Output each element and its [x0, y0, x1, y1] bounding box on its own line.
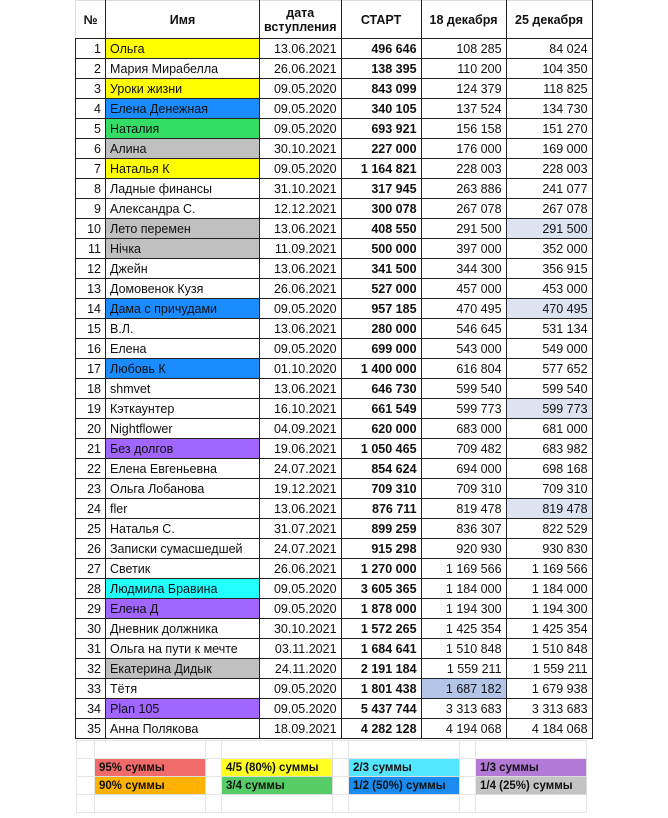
- participants-table: [75, 0, 593, 739]
- cell-number[interactable]: 28: [76, 579, 106, 599]
- cell-name[interactable]: Без долгов: [106, 439, 260, 459]
- cell-join-date[interactable]: 09.05.2020: [260, 679, 342, 699]
- cell-dec18-amount[interactable]: 1 559 211: [421, 659, 506, 679]
- cell-number[interactable]: 33: [76, 679, 106, 699]
- cell-start-amount[interactable]: 915 298: [341, 539, 421, 559]
- cell-name[interactable]: Александра С.: [106, 199, 260, 219]
- table-row: [76, 179, 593, 199]
- cell-dec25-amount[interactable]: 118 825: [506, 79, 592, 99]
- cell-number[interactable]: 3: [76, 79, 106, 99]
- table-row: [76, 519, 593, 539]
- table-row: [76, 539, 593, 559]
- table-row: [76, 159, 593, 179]
- cell-number[interactable]: 13: [76, 279, 106, 299]
- cell-join-date[interactable]: 09.05.2020: [260, 99, 342, 119]
- cell-dec25-amount[interactable]: 228 003: [506, 159, 592, 179]
- cell-join-date[interactable]: 13.06.2021: [260, 219, 342, 239]
- cell-number[interactable]: 5: [76, 119, 106, 139]
- cell-join-date[interactable]: 19.12.2021: [260, 479, 342, 499]
- cell-start-amount[interactable]: 527 000: [341, 279, 421, 299]
- legend-item-two-thirds[interactable]: 2/3 суммы: [349, 759, 460, 777]
- cell-join-date[interactable]: 19.06.2021: [260, 439, 342, 459]
- cell-start-amount[interactable]: 1 572 265: [341, 619, 421, 639]
- cell-name[interactable]: shmvet: [106, 379, 260, 399]
- cell-dec25-amount[interactable]: 683 982: [506, 439, 592, 459]
- grid-cell[interactable]: [476, 741, 587, 759]
- cell-join-date[interactable]: 31.10.2021: [260, 179, 342, 199]
- cell-dec18-amount[interactable]: 4 194 068: [421, 719, 506, 739]
- legend-item-half[interactable]: 1/2 (50%) суммы: [349, 777, 460, 795]
- table-row: [76, 439, 593, 459]
- cell-dec18-amount[interactable]: 683 000: [421, 419, 506, 439]
- cell-number[interactable]: 29: [76, 599, 106, 619]
- cell-dec25-amount[interactable]: 822 529: [506, 519, 592, 539]
- cell-dec25-amount[interactable]: 134 730: [506, 99, 592, 119]
- cell-name[interactable]: Кэткаунтер: [106, 399, 260, 419]
- cell-start-amount[interactable]: 500 000: [341, 239, 421, 259]
- cell-dec18-amount[interactable]: 546 645: [421, 319, 506, 339]
- cell-number[interactable]: 34: [76, 699, 106, 719]
- header-dec25[interactable]: 25 декабря: [506, 1, 592, 39]
- cell-dec25-amount[interactable]: 1 169 566: [506, 559, 592, 579]
- cell-join-date[interactable]: 09.05.2020: [260, 699, 342, 719]
- cell-number[interactable]: 11: [76, 239, 106, 259]
- cell-start-amount[interactable]: 661 549: [341, 399, 421, 419]
- cell-name[interactable]: Ольга: [106, 39, 260, 59]
- cell-number[interactable]: 15: [76, 319, 106, 339]
- cell-start-amount[interactable]: 843 099: [341, 79, 421, 99]
- table-row: [76, 119, 593, 139]
- cell-join-date[interactable]: 09.05.2020: [260, 79, 342, 99]
- cell-number[interactable]: 8: [76, 179, 106, 199]
- header-start[interactable]: СТАРТ: [341, 1, 421, 39]
- grid-cell[interactable]: [476, 795, 587, 813]
- cell-name[interactable]: Елена: [106, 339, 260, 359]
- cell-dec25-amount[interactable]: 3 313 683: [506, 699, 592, 719]
- cell-dec25-amount[interactable]: 169 000: [506, 139, 592, 159]
- cell-dec18-amount[interactable]: 267 078: [421, 199, 506, 219]
- cell-start-amount[interactable]: 227 000: [341, 139, 421, 159]
- cell-number[interactable]: 22: [76, 459, 106, 479]
- color-legend: [76, 740, 587, 813]
- cell-join-date[interactable]: 09.05.2020: [260, 159, 342, 179]
- table-row: [76, 99, 593, 119]
- cell-dec25-amount[interactable]: 531 134: [506, 319, 592, 339]
- grid-cell[interactable]: [77, 795, 95, 813]
- header-num[interactable]: №: [76, 1, 106, 39]
- cell-name[interactable]: В.Л.: [106, 319, 260, 339]
- grid-cell[interactable]: [333, 777, 349, 795]
- grid-cell[interactable]: [206, 741, 222, 759]
- table-row: [76, 279, 593, 299]
- cell-number[interactable]: 23: [76, 479, 106, 499]
- grid-cell[interactable]: [349, 741, 460, 759]
- cell-join-date[interactable]: 09.05.2020: [260, 299, 342, 319]
- cell-dec25-amount[interactable]: 104 350: [506, 59, 592, 79]
- cell-start-amount[interactable]: 1 684 641: [341, 639, 421, 659]
- grid-cell[interactable]: [460, 741, 476, 759]
- spreadsheet: [75, 0, 593, 739]
- cell-dec18-amount[interactable]: 543 000: [421, 339, 506, 359]
- grid-cell[interactable]: [333, 759, 349, 777]
- cell-join-date[interactable]: 09.05.2020: [260, 119, 342, 139]
- cell-dec18-amount[interactable]: 137 524: [421, 99, 506, 119]
- cell-dec25-amount[interactable]: 241 077: [506, 179, 592, 199]
- cell-number[interactable]: 32: [76, 659, 106, 679]
- table-row: [76, 619, 593, 639]
- cell-dec18-amount[interactable]: 1 169 566: [421, 559, 506, 579]
- cell-start-amount[interactable]: 340 105: [341, 99, 421, 119]
- cell-join-date[interactable]: 03.11.2021: [260, 639, 342, 659]
- cell-number[interactable]: 16: [76, 339, 106, 359]
- cell-dec18-amount[interactable]: 228 003: [421, 159, 506, 179]
- cell-name[interactable]: Записки сумасшедшей: [106, 539, 260, 559]
- table-row: [76, 199, 593, 219]
- table-body: [76, 39, 593, 739]
- cell-start-amount[interactable]: 280 000: [341, 319, 421, 339]
- cell-name[interactable]: Ольга Лобанова: [106, 479, 260, 499]
- cell-name[interactable]: Тётя: [106, 679, 260, 699]
- cell-start-amount[interactable]: 709 310: [341, 479, 421, 499]
- cell-number[interactable]: 1: [76, 39, 106, 59]
- cell-name[interactable]: Людмила Бравина: [106, 579, 260, 599]
- legend-spacer-row: [77, 741, 587, 759]
- cell-dec18-amount[interactable]: 263 886: [421, 179, 506, 199]
- cell-join-date[interactable]: 30.10.2021: [260, 139, 342, 159]
- cell-name[interactable]: Домовенок Кузя: [106, 279, 260, 299]
- table-row: [76, 59, 593, 79]
- cell-dec25-amount[interactable]: 356 915: [506, 259, 592, 279]
- cell-dec25-amount[interactable]: 84 024: [506, 39, 592, 59]
- table-row: [76, 559, 593, 579]
- table-row: [76, 399, 593, 419]
- cell-name[interactable]: Ольга на пути к мечте: [106, 639, 260, 659]
- legend-row-2: [77, 777, 587, 795]
- cell-start-amount[interactable]: 138 395: [341, 59, 421, 79]
- cell-dec25-amount[interactable]: 1 559 211: [506, 659, 592, 679]
- grid-cell[interactable]: [77, 741, 95, 759]
- cell-name[interactable]: Елена Денежная: [106, 99, 260, 119]
- cell-dec18-amount[interactable]: 599 773: [421, 399, 506, 419]
- grid-cell[interactable]: [95, 795, 206, 813]
- cell-name[interactable]: Джейн: [106, 259, 260, 279]
- grid-cell[interactable]: [222, 795, 333, 813]
- cell-start-amount[interactable]: 2 191 184: [341, 659, 421, 679]
- cell-number[interactable]: 14: [76, 299, 106, 319]
- cell-start-amount[interactable]: 3 605 365: [341, 579, 421, 599]
- table-row: [76, 459, 593, 479]
- cell-dec25-amount[interactable]: 1 184 000: [506, 579, 592, 599]
- cell-start-amount[interactable]: 300 078: [341, 199, 421, 219]
- cell-number[interactable]: 17: [76, 359, 106, 379]
- cell-join-date[interactable]: 30.10.2021: [260, 619, 342, 639]
- cell-number[interactable]: 19: [76, 399, 106, 419]
- cell-name[interactable]: Plan 105: [106, 699, 260, 719]
- cell-join-date[interactable]: 13.06.2021: [260, 259, 342, 279]
- cell-dec18-amount[interactable]: 1 194 300: [421, 599, 506, 619]
- cell-join-date[interactable]: 24.11.2020: [260, 659, 342, 679]
- grid-cell[interactable]: [77, 759, 95, 777]
- cell-name[interactable]: Ладные финансы: [106, 179, 260, 199]
- cell-join-date[interactable]: 24.07.2021: [260, 539, 342, 559]
- cell-dec25-amount[interactable]: 352 000: [506, 239, 592, 259]
- table-row: [76, 39, 593, 59]
- header-row: [76, 1, 593, 39]
- cell-number[interactable]: 24: [76, 499, 106, 519]
- grid-cell[interactable]: [333, 741, 349, 759]
- cell-start-amount[interactable]: 646 730: [341, 379, 421, 399]
- cell-dec25-amount[interactable]: 709 310: [506, 479, 592, 499]
- legend-item-one-third[interactable]: 1/3 суммы: [476, 759, 587, 777]
- cell-name[interactable]: Екатерина Дидык: [106, 659, 260, 679]
- cell-start-amount[interactable]: 1 164 821: [341, 159, 421, 179]
- grid-cell[interactable]: [460, 795, 476, 813]
- table-row: [76, 219, 593, 239]
- cell-name[interactable]: Любовь К: [106, 359, 260, 379]
- cell-name[interactable]: Мария Мирабелла: [106, 59, 260, 79]
- table-row: [76, 499, 593, 519]
- grid-cell[interactable]: [77, 777, 95, 795]
- table-row: [76, 639, 593, 659]
- cell-dec25-amount[interactable]: 1 194 300: [506, 599, 592, 619]
- table-row: [76, 719, 593, 739]
- table-row: [76, 379, 593, 399]
- cell-join-date[interactable]: 31.07.2021: [260, 519, 342, 539]
- cell-number[interactable]: 18: [76, 379, 106, 399]
- table-row: [76, 699, 593, 719]
- cell-join-date[interactable]: 12.12.2021: [260, 199, 342, 219]
- legend-item-three-quarters[interactable]: 3/4 суммы: [222, 777, 333, 795]
- cell-dec25-amount[interactable]: 599 773: [506, 399, 592, 419]
- table-row: [76, 79, 593, 99]
- cell-number[interactable]: 27: [76, 559, 106, 579]
- cell-join-date[interactable]: 01.10.2020: [260, 359, 342, 379]
- header-date-line1: дата: [286, 5, 315, 20]
- cell-start-amount[interactable]: 1 270 000: [341, 559, 421, 579]
- cell-join-date[interactable]: 13.06.2021: [260, 319, 342, 339]
- cell-name[interactable]: Алина: [106, 139, 260, 159]
- grid-cell[interactable]: [460, 759, 476, 777]
- cell-join-date[interactable]: 09.05.2020: [260, 599, 342, 619]
- cell-start-amount[interactable]: 341 500: [341, 259, 421, 279]
- cell-start-amount[interactable]: 4 282 128: [341, 719, 421, 739]
- grid-cell[interactable]: [95, 741, 206, 759]
- cell-dec25-amount[interactable]: 453 000: [506, 279, 592, 299]
- cell-join-date[interactable]: 26.06.2021: [260, 59, 342, 79]
- cell-dec18-amount[interactable]: 3 313 683: [421, 699, 506, 719]
- cell-dec25-amount[interactable]: 291 500: [506, 219, 592, 239]
- cell-dec18-amount[interactable]: 694 000: [421, 459, 506, 479]
- legend-item-80[interactable]: 4/5 (80%) суммы: [222, 759, 333, 777]
- cell-dec25-amount[interactable]: 151 270: [506, 119, 592, 139]
- cell-start-amount[interactable]: 854 624: [341, 459, 421, 479]
- cell-dec18-amount[interactable]: 709 482: [421, 439, 506, 459]
- cell-name[interactable]: Анна Полякова: [106, 719, 260, 739]
- cell-dec18-amount[interactable]: 124 379: [421, 79, 506, 99]
- cell-join-date[interactable]: 26.06.2021: [260, 559, 342, 579]
- cell-start-amount[interactable]: 957 185: [341, 299, 421, 319]
- cell-dec25-amount[interactable]: 1 425 354: [506, 619, 592, 639]
- grid-cell[interactable]: [222, 741, 333, 759]
- cell-number[interactable]: 35: [76, 719, 106, 739]
- cell-dec25-amount[interactable]: 1 510 848: [506, 639, 592, 659]
- legend-grid: [76, 740, 587, 813]
- cell-dec18-amount[interactable]: 457 000: [421, 279, 506, 299]
- cell-dec18-amount[interactable]: 110 200: [421, 59, 506, 79]
- cell-join-date[interactable]: 13.06.2021: [260, 499, 342, 519]
- cell-start-amount[interactable]: 699 000: [341, 339, 421, 359]
- cell-name[interactable]: Дневник должника: [106, 619, 260, 639]
- cell-number[interactable]: 25: [76, 519, 106, 539]
- cell-start-amount[interactable]: 5 437 744: [341, 699, 421, 719]
- table-row: [76, 239, 593, 259]
- table-row: [76, 359, 593, 379]
- table-row: [76, 679, 593, 699]
- header-date[interactable]: [260, 1, 342, 39]
- cell-name[interactable]: Наталия: [106, 119, 260, 139]
- cell-name[interactable]: Nightflower: [106, 419, 260, 439]
- cell-name[interactable]: Наталья С.: [106, 519, 260, 539]
- cell-start-amount[interactable]: 317 945: [341, 179, 421, 199]
- grid-cell[interactable]: [206, 759, 222, 777]
- cell-name[interactable]: Елена Евгеньевна: [106, 459, 260, 479]
- cell-dec18-amount[interactable]: 709 310: [421, 479, 506, 499]
- cell-dec25-amount[interactable]: 698 168: [506, 459, 592, 479]
- table-row: [76, 599, 593, 619]
- cell-dec25-amount[interactable]: 577 652: [506, 359, 592, 379]
- cell-number[interactable]: 20: [76, 419, 106, 439]
- table-row: [76, 579, 593, 599]
- header-dec18[interactable]: 18 декабря: [421, 1, 506, 39]
- grid-cell[interactable]: [349, 795, 460, 813]
- cell-dec18-amount[interactable]: 176 000: [421, 139, 506, 159]
- cell-join-date[interactable]: 13.06.2021: [260, 379, 342, 399]
- cell-name[interactable]: fler: [106, 499, 260, 519]
- cell-dec25-amount[interactable]: 470 495: [506, 299, 592, 319]
- cell-name[interactable]: Нічка: [106, 239, 260, 259]
- cell-start-amount[interactable]: 1 050 465: [341, 439, 421, 459]
- cell-dec25-amount[interactable]: 267 078: [506, 199, 592, 219]
- cell-dec18-amount[interactable]: 819 478: [421, 499, 506, 519]
- header-name[interactable]: Имя: [106, 1, 260, 39]
- cell-join-date[interactable]: 18.09.2021: [260, 719, 342, 739]
- cell-name[interactable]: Лето перемен: [106, 219, 260, 239]
- table-row: [76, 299, 593, 319]
- table-row: [76, 339, 593, 359]
- cell-number[interactable]: 31: [76, 639, 106, 659]
- cell-join-date[interactable]: 13.06.2021: [260, 39, 342, 59]
- cell-start-amount[interactable]: 693 921: [341, 119, 421, 139]
- table-row: [76, 479, 593, 499]
- table-row: [76, 659, 593, 679]
- table-row: [76, 419, 593, 439]
- cell-start-amount[interactable]: 1 400 000: [341, 359, 421, 379]
- grid-cell[interactable]: [206, 777, 222, 795]
- cell-start-amount[interactable]: 876 711: [341, 499, 421, 519]
- cell-dec18-amount[interactable]: 1 184 000: [421, 579, 506, 599]
- cell-join-date[interactable]: 09.05.2020: [260, 579, 342, 599]
- grid-cell[interactable]: [333, 795, 349, 813]
- cell-dec25-amount[interactable]: 549 000: [506, 339, 592, 359]
- cell-number[interactable]: 30: [76, 619, 106, 639]
- cell-join-date[interactable]: 24.07.2021: [260, 459, 342, 479]
- cell-number[interactable]: 12: [76, 259, 106, 279]
- cell-dec18-amount[interactable]: 1 425 354: [421, 619, 506, 639]
- cell-join-date[interactable]: 11.09.2021: [260, 239, 342, 259]
- cell-number[interactable]: 21: [76, 439, 106, 459]
- cell-dec25-amount[interactable]: 4 184 068: [506, 719, 592, 739]
- cell-dec18-amount[interactable]: 599 540: [421, 379, 506, 399]
- cell-name[interactable]: Дама с причудами: [106, 299, 260, 319]
- cell-number[interactable]: 9: [76, 199, 106, 219]
- cell-dec18-amount[interactable]: 920 930: [421, 539, 506, 559]
- table-row: [76, 319, 593, 339]
- table-row: [76, 139, 593, 159]
- cell-number[interactable]: 10: [76, 219, 106, 239]
- header-date-line2: вступления: [264, 19, 337, 34]
- cell-dec18-amount[interactable]: 1 510 848: [421, 639, 506, 659]
- cell-dec25-amount[interactable]: 819 478: [506, 499, 592, 519]
- legend-spacer-row: [77, 795, 587, 813]
- cell-dec18-amount[interactable]: 291 500: [421, 219, 506, 239]
- cell-name[interactable]: Наталья К: [106, 159, 260, 179]
- cell-dec18-amount[interactable]: 1 687 182: [421, 679, 506, 699]
- cell-join-date[interactable]: 26.06.2021: [260, 279, 342, 299]
- cell-dec25-amount[interactable]: 599 540: [506, 379, 592, 399]
- cell-number[interactable]: 7: [76, 159, 106, 179]
- cell-start-amount[interactable]: 899 259: [341, 519, 421, 539]
- cell-dec18-amount[interactable]: 616 804: [421, 359, 506, 379]
- grid-cell[interactable]: [206, 795, 222, 813]
- grid-cell[interactable]: [460, 777, 476, 795]
- cell-name[interactable]: Уроки жизни: [106, 79, 260, 99]
- cell-dec18-amount[interactable]: 397 000: [421, 239, 506, 259]
- cell-number[interactable]: 6: [76, 139, 106, 159]
- legend-item-90[interactable]: 90% суммы: [95, 777, 206, 795]
- legend-item-quarter[interactable]: 1/4 (25%) суммы: [476, 777, 587, 795]
- cell-dec18-amount[interactable]: 108 285: [421, 39, 506, 59]
- cell-number[interactable]: 4: [76, 99, 106, 119]
- cell-join-date[interactable]: 16.10.2021: [260, 399, 342, 419]
- cell-start-amount[interactable]: 408 550: [341, 219, 421, 239]
- cell-name[interactable]: Елена Д: [106, 599, 260, 619]
- cell-start-amount[interactable]: 620 000: [341, 419, 421, 439]
- cell-dec25-amount[interactable]: 681 000: [506, 419, 592, 439]
- cell-name[interactable]: Светик: [106, 559, 260, 579]
- cell-start-amount[interactable]: 1 801 438: [341, 679, 421, 699]
- cell-dec18-amount[interactable]: 836 307: [421, 519, 506, 539]
- cell-dec25-amount[interactable]: 930 830: [506, 539, 592, 559]
- legend-item-95[interactable]: 95% суммы: [95, 759, 206, 777]
- cell-dec18-amount[interactable]: 156 158: [421, 119, 506, 139]
- cell-dec18-amount[interactable]: 470 495: [421, 299, 506, 319]
- legend-row-1: [77, 759, 587, 777]
- cell-join-date[interactable]: 09.05.2020: [260, 339, 342, 359]
- cell-number[interactable]: 2: [76, 59, 106, 79]
- cell-dec18-amount[interactable]: 344 300: [421, 259, 506, 279]
- table-row: [76, 259, 593, 279]
- cell-number[interactable]: 26: [76, 539, 106, 559]
- cell-start-amount[interactable]: 496 646: [341, 39, 421, 59]
- cell-join-date[interactable]: 04.09.2021: [260, 419, 342, 439]
- cell-dec25-amount[interactable]: 1 679 938: [506, 679, 592, 699]
- cell-start-amount[interactable]: 1 878 000: [341, 599, 421, 619]
